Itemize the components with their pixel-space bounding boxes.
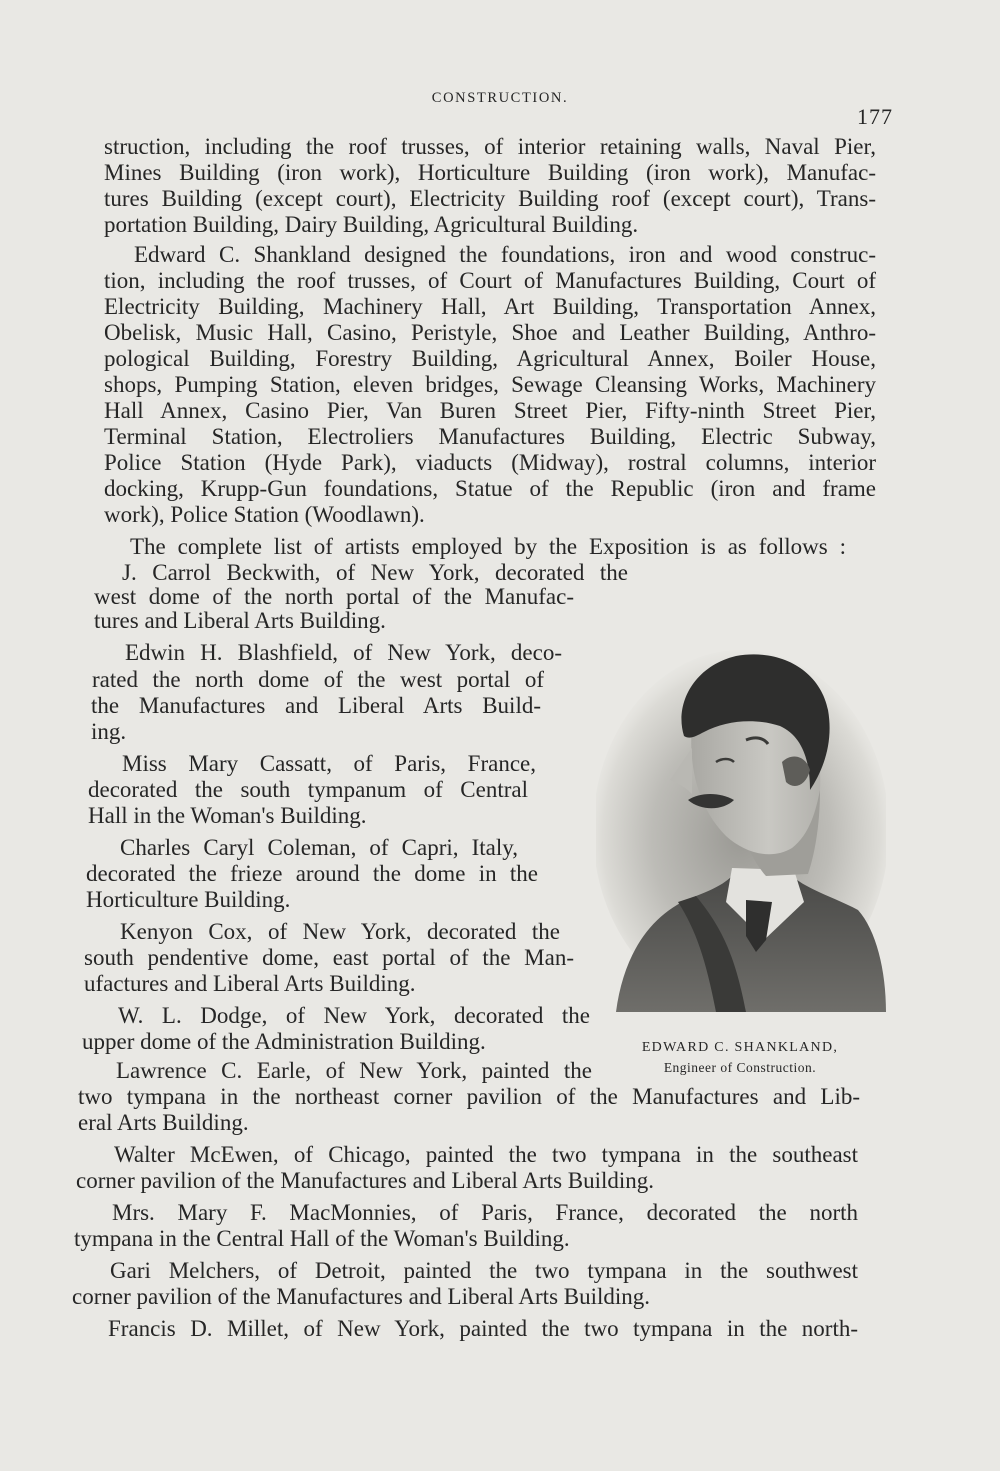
text-line: Edward C. Shankland designed the foundations, iron and wood construc- xyxy=(134,242,876,267)
text-line: Miss Mary Cassatt, of Paris, France, xyxy=(122,751,536,776)
text-line: Kenyon Cox, of New York, decorated the xyxy=(120,919,560,944)
text-line: tion, including the roof trusses, of Court of Manufactures Building, Court of xyxy=(104,268,876,293)
text-line: tures and Liberal Arts Building. xyxy=(94,608,386,633)
text-line: Electricity Building, Machinery Hall, Art Building, Transportation Annex, xyxy=(104,294,876,319)
text-line: two tympana in the northeast corner pavilion of the Manufactures and Lib- xyxy=(78,1084,860,1109)
text-line: ufactures and Liberal Arts Building. xyxy=(84,971,416,996)
text-line: work), Police Station (Woodlawn). xyxy=(104,502,425,527)
text-line: Mines Building (iron work), Horticulture Building (iron work), Manufac- xyxy=(104,160,876,185)
text-line: eral Arts Building. xyxy=(78,1110,249,1135)
portrait-engraving xyxy=(596,640,886,1012)
page-number: 177 xyxy=(857,104,893,129)
text-line: corner pavilion of the Manufactures and Liberal Arts Building. xyxy=(76,1168,655,1193)
text-line: Horticulture Building. xyxy=(86,887,291,912)
text-line: Walter McEwen, of Chicago, painted the two tympana in the southeast xyxy=(114,1142,858,1167)
text-line: tympana in the Central Hall of the Woman's Building. xyxy=(74,1226,570,1251)
portrait-caption-name: EDWARD C. SHANKLAND, xyxy=(641,1040,839,1055)
text-line: ing. xyxy=(91,719,127,744)
text-line: J. Carrol Beckwith, of New York, decorated the xyxy=(122,560,628,585)
text-line: shops, Pumping Station, eleven bridges, Sewage Cleansing Works, Machinery xyxy=(104,372,876,397)
text-line: The complete list of artists employed by the Exposition is as follows : xyxy=(130,534,846,559)
text-line: Hall Annex, Casino Pier, Van Buren Street Pier, Fifty-ninth Street Pier, xyxy=(104,398,876,423)
text-line: Gari Melchers, of Detroit, painted the two tympana in the southwest xyxy=(110,1258,858,1283)
text-line: Edwin H. Blashfield, of New York, deco- xyxy=(125,640,562,665)
text-line: pological Building, Forestry Building, Agricultural Annex, Boiler House, xyxy=(104,346,876,371)
text-line: Mrs. Mary F. MacMonnies, of Paris, France, decorated the north xyxy=(112,1200,858,1225)
text-line: struction, including the roof trusses, of interior retaining walls, Naval Pier, xyxy=(104,134,876,159)
text-line: decorated the south tympanum of Central xyxy=(88,777,528,802)
text-line: Hall in the Woman's Building. xyxy=(88,803,367,828)
text-line: portation Building, Dairy Building, Agricultural Building. xyxy=(104,212,639,237)
text-line: Obelisk, Music Hall, Casino, Peristyle, Shoe and Leather Building, Anthro- xyxy=(104,320,876,345)
text-line: tures Building (except court), Electricity Building roof (except court), Trans- xyxy=(104,186,876,211)
text-line: west dome of the north portal of the Manufac- xyxy=(94,584,574,609)
text-line: upper dome of the Administration Building. xyxy=(82,1029,486,1054)
text-line: Lawrence C. Earle, of New York, painted the xyxy=(116,1058,592,1083)
text-line: Terminal Station, Electroliers Manufactures Building, Electric Subway, xyxy=(104,424,876,449)
running-head: CONSTRUCTION. xyxy=(431,90,569,106)
text-line: docking, Krupp-Gun foundations, Statue of the Republic (iron and frame xyxy=(104,476,876,501)
text-line: decorated the frieze around the dome in the xyxy=(86,861,538,886)
text-line: W. L. Dodge, of New York, decorated the xyxy=(118,1003,590,1028)
text-line: corner pavilion of the Manufactures and Liberal Arts Building. xyxy=(72,1284,651,1309)
text-line: Police Station (Hyde Park), viaducts (Midway), rostral columns, interior xyxy=(104,450,876,475)
portrait-caption-title: Engineer of Construction. xyxy=(663,1060,817,1075)
text-line: south pendentive dome, east portal of the Man- xyxy=(84,945,574,970)
text-line: the Manufactures and Liberal Arts Build- xyxy=(91,693,541,718)
text-line: Francis D. Millet, of New York, painted the two tympana in the north- xyxy=(108,1316,858,1341)
text-line: rated the north dome of the west portal of xyxy=(92,667,544,692)
text-line: Charles Caryl Coleman, of Capri, Italy, xyxy=(120,835,518,860)
